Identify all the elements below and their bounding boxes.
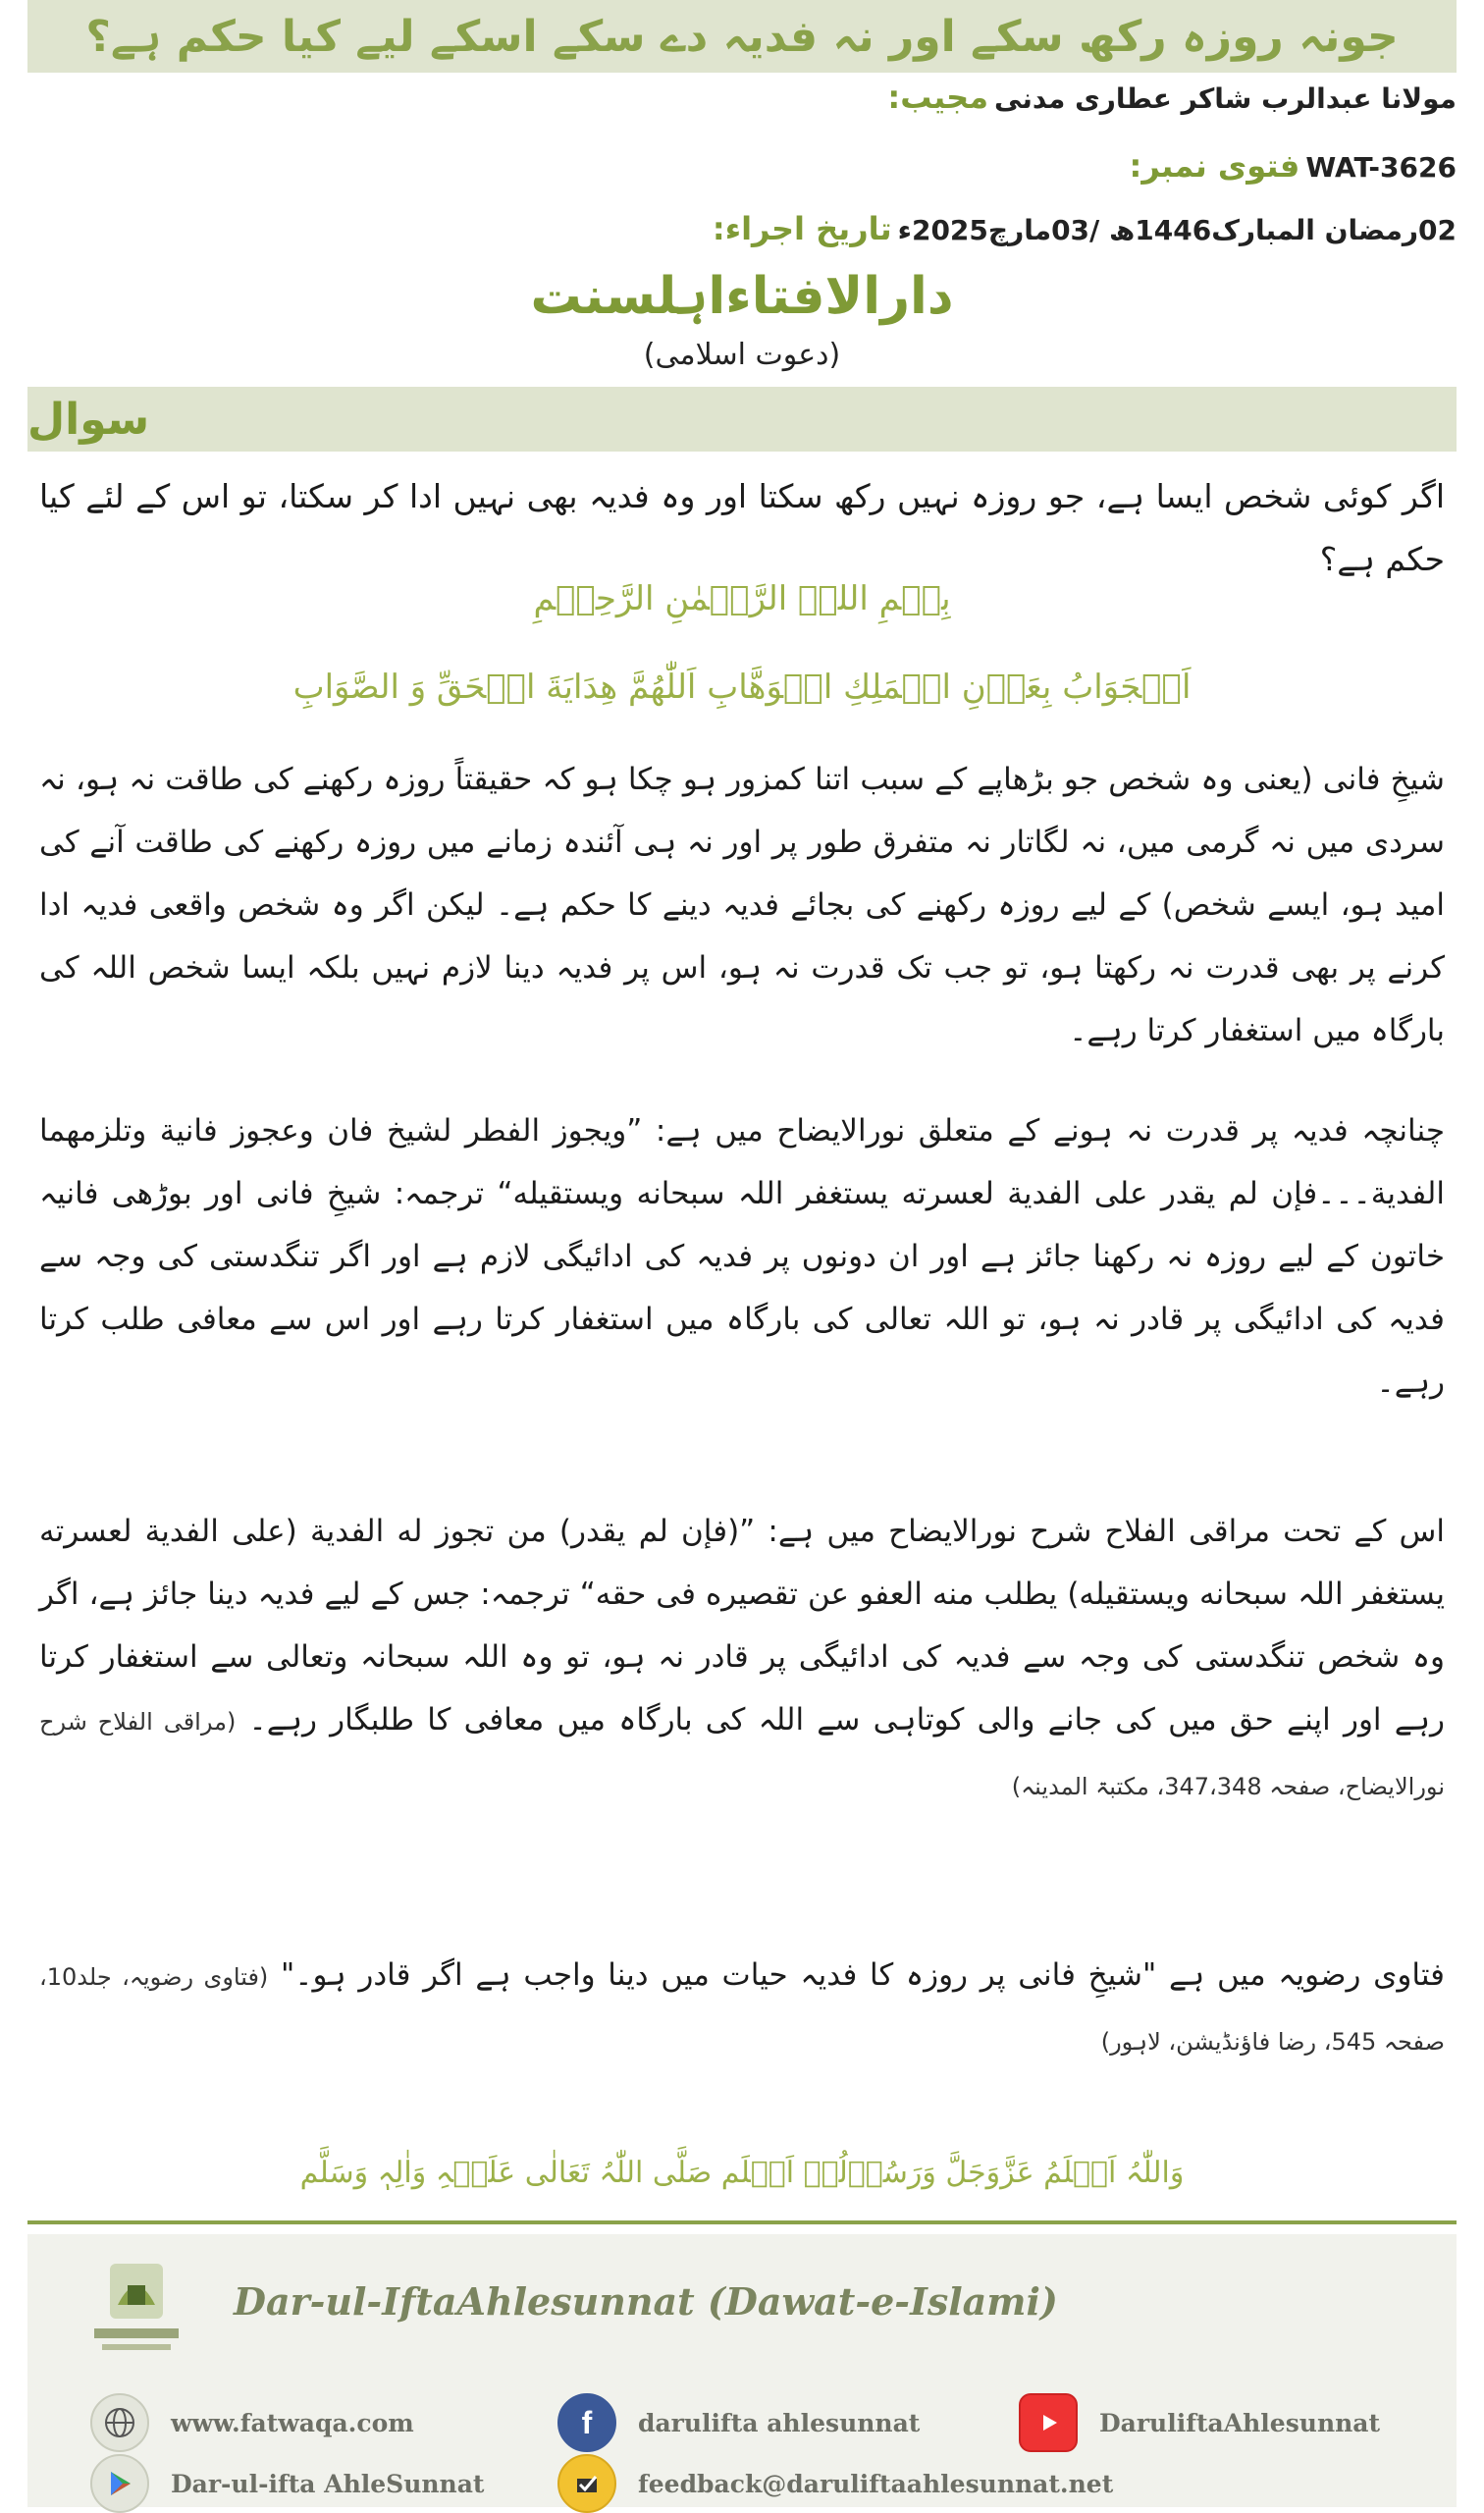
answer-paragraph-4	[39, 1944, 1445, 2073]
answer-paragraph-2: چنانچہ فدیہ پر قدرت نہ ہونے کے متعلق نورالایضاح میں ہے: ”ویجوز الفطر لشیخ فان وعجوز فانیة وتلزمهما الفدیة۔۔۔فإن لم یقدر علی الفدیة لعسرته یستغفر اللہ سبحانه ویستقیله“ ترجمہ: شیخِ فانی اور بوڑھی فانیہ خاتون کے لیے روزہ نہ رکھنا جائز ہے اور ان دونوں پر فدیہ کی ادائیگی لازم ہے اور اگر تنگدستی کی وجہ سے فدیہ کی ادائیگی پر قادر نہ ہو، تو اللہ تعالی کی بارگاہ میں استغفار کرتا رہے اور اس سے معافی طلب کرتا رہے۔	[39, 1113, 1445, 1400]
fatwa-number-value: WAT-3626	[1305, 151, 1457, 184]
paragraph-3-text: اس کے تحت مراقی الفلاح شرح نورالایضاح میں ہے: ”(فإن لم یقدر) من تجوز له الفدیة (علی الفدیة لعسرته یستغفر اللہ سبحانه ویستقیله) یطلب منه العفو عن تقصیره فی حقه“ ترجمہ: جس کے لیے فدیہ دینا جائز ہے، اگر وہ شخص تنگدستی کی وجہ سے فدیہ کی ادائیگی پر قادر نہ ہو، تو وہ اللہ سبحانہ وتعالی سے استغفار کرتا رہے اور اپنے حق میں کی جانے والی کوتاہی سے اللہ کی بارگاہ میں معافی کا طلبگار رہے۔	[39, 1514, 1446, 1738]
mujeeb-line	[887, 79, 1457, 116]
paragraph-4-reference: (فتاوی رضویہ، جلد10، صفحہ 545، رضا فاؤنڈیشن، لاہور)	[39, 1963, 1445, 2056]
facebook-link[interactable]: darulifta ahlesunnat	[638, 2408, 921, 2437]
date-label: تاریخ اجراء:	[712, 210, 892, 247]
facebook-icon: f	[557, 2393, 616, 2452]
footer-divider	[27, 2220, 1457, 2224]
website-link[interactable]: www.fatwaqa.com	[171, 2408, 414, 2437]
title-bar	[27, 0, 1457, 73]
darulifta-logo	[82, 2256, 190, 2374]
closing-salutation: وَاللّٰہُ اَعۡلَمُ عَزَّوَجَلَّ وَرَسُوۡلُہٗ اَعۡلَم صَلَّی اللّٰہُ تَعَالٰی عَلَیۡہِ وَاٰلِہٖ وَسَلَّم	[299, 2156, 1185, 2190]
footer-brand: Dar-ul-IftaAhlesunnat (Dawat-e-Islami)	[234, 2279, 1058, 2324]
question-heading: سوال	[27, 394, 150, 445]
page-title: جونہ روزہ رکھ سکے اور نہ فدیہ دے سکے اسکے لیے کیا حکم ہے؟	[85, 11, 1399, 62]
bismillah: بِسۡمِ اللہِ الرَّحۡمٰنِ الرَّحِیۡمِ	[533, 579, 951, 618]
mujeeb-label: مجیب:	[887, 79, 989, 116]
mujeeb-value: مولانا عبدالرب شاکر عطاری مدنی	[994, 82, 1457, 115]
fatwa-number-label: فتوی نمبر:	[1129, 147, 1300, 185]
answer-paragraph-3	[39, 1500, 1445, 1818]
youtube-link[interactable]: DaruliftaAhlesunnat	[1099, 2408, 1381, 2437]
globe-icon	[90, 2393, 149, 2452]
date-value: 02رمضان المبارک1446ھ /03مارچ2025ء	[897, 214, 1457, 246]
fatwa-number-line	[1130, 147, 1457, 185]
footer-youtube[interactable]	[1019, 2393, 1380, 2452]
question-heading-bar	[27, 387, 1457, 452]
answer-paragraph-1: شیخِ فانی (یعنی وہ شخص جو بڑھاپے کے سبب اتنا کمزور ہو چکا ہو کہ حقیقتاً روزہ رکھنے کی طاقت نہ ہو، نہ سردی میں نہ گرمی میں، نہ لگاتار نہ متفرق طور پر اور نہ ہی آئندہ زمانے میں روزہ رکھنے کی طاقت آنے کی امید ہو، ایسے شخص) کے لیے روزہ رکھنے کی بجائے فدیہ دینے کا حکم ہے۔ لیکن اگر وہ شخص واقعی فدیہ ادا کرنے پر بھی قدرت نہ رکھتا ہو، تو جب تک قدرت نہ ہو، اس پر فدیہ دینا لازم نہیں بلکہ ایسا شخص اللہ کی بارگاہ میں استغفار کرتا رہے۔	[39, 762, 1445, 1048]
date-line	[713, 210, 1457, 247]
footer-playstore[interactable]	[90, 2454, 484, 2513]
answer-opening: اَلۡجَوَابُ بِعَوۡنِ الۡمَلِكِ الۡوَهَّابِ اَللّٰهُمَّ هِدَايَةَ الۡحَقِّ وَ الصَّوَابِ	[292, 668, 1192, 707]
institution-name: دارالافتاءاہلسنت	[530, 267, 954, 326]
paragraph-4-text: فتاوی رضویہ میں ہے "شیخِ فانی پر روزہ کا فدیہ حیات میں دینا واجب ہے اگر قادر ہو۔"	[281, 1957, 1445, 1993]
feedback-icon	[557, 2454, 616, 2513]
play-store-icon	[90, 2454, 149, 2513]
youtube-icon	[1019, 2393, 1078, 2452]
playstore-link[interactable]: Dar-ul-ifta AhleSunnat	[171, 2469, 485, 2498]
paragraph-3-reference: (مراقی الفلاح شرح نورالایضاح، صفحہ 347،348، مکتبۃ المدینہ)	[39, 1708, 1445, 1800]
footer	[27, 2234, 1457, 2507]
footer-facebook[interactable]	[557, 2393, 920, 2452]
institution-sub: (دعوت اسلامی)	[643, 338, 841, 372]
footer-email[interactable]	[557, 2454, 1113, 2513]
email-link[interactable]: feedback@daruliftaahlesunnat.net	[638, 2469, 1114, 2498]
question-text: اگر کوئی شخص ایسا ہے، جو روزہ نہیں رکھ سکتا اور وہ فدیہ بھی نہیں ادا کر سکتا، تو اس کے لئے کیا حکم ہے؟	[39, 477, 1445, 578]
footer-website[interactable]	[90, 2393, 414, 2452]
